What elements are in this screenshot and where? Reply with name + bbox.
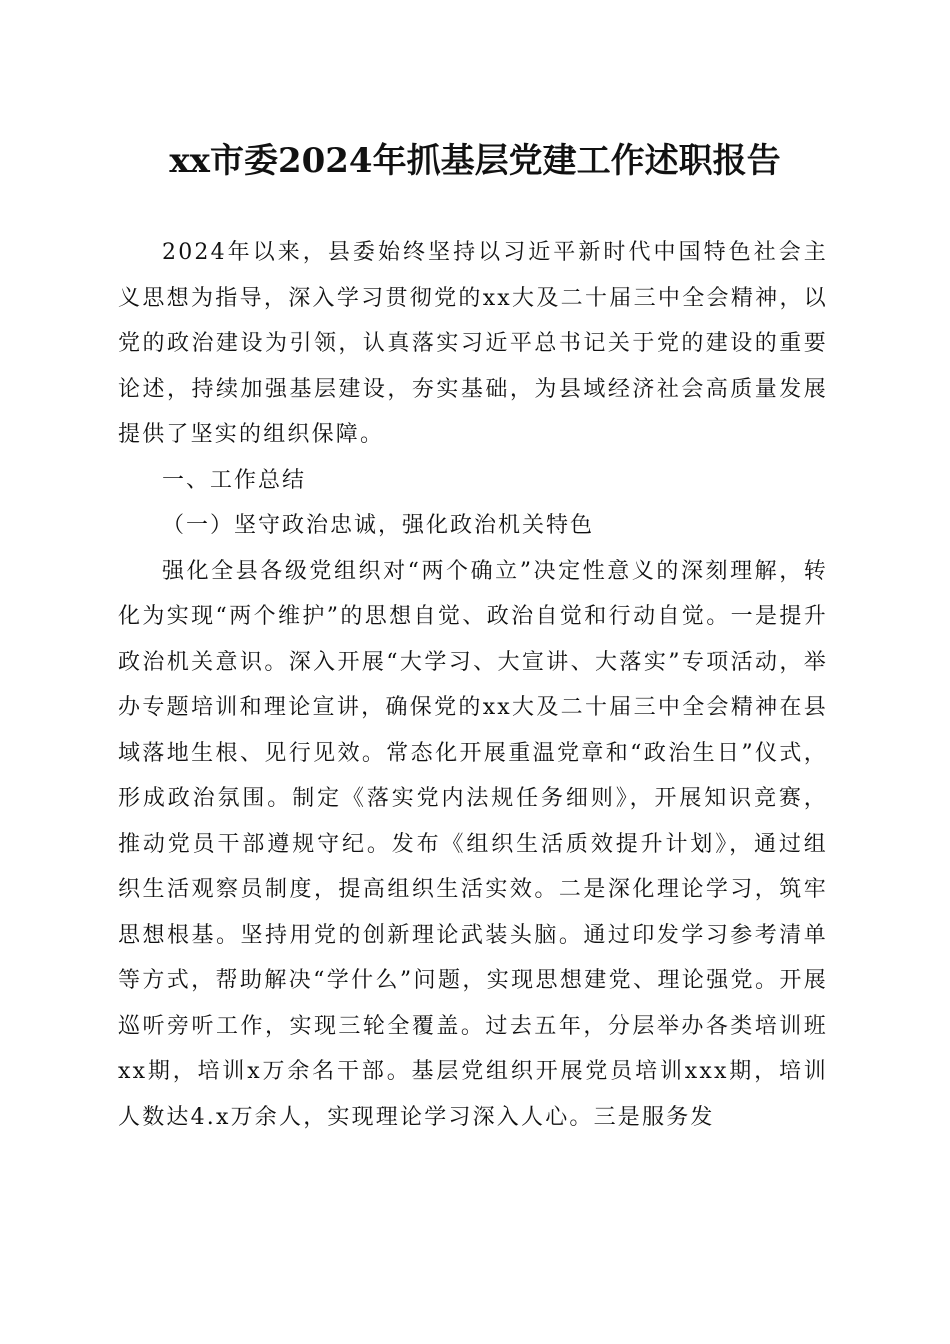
subsection-heading-political-loyalty: （一）坚守政治忠诚，强化政治机关特色	[162, 513, 595, 538]
document-body	[118, 230, 828, 1140]
intro-paragraph: 2024年以来，县委始终坚持以习近平新时代中国特色社会主义思想为指导，深入学习贯彻党的xx大及二十届三中全会精神，以党的政治建设为引领，认真落实习近平总书记关于党的建设的重要论述，持续加强基层建设，夯实基础，为县域经济社会高质量发展提供了坚实的组织保障。	[118, 240, 828, 447]
section-heading-work-summary: 一、工作总结	[162, 467, 307, 493]
document-title: xx市委2024年抓基层党建工作述职报告	[169, 141, 781, 181]
subsection-paragraph: 强化全县各级党组织对“两个确立”决定性意义的深刻理解，转化为实现“两个维护”的思想自觉、政治自觉和行动自觉。一是提升政治机关意识。深入开展“大学习、大宣讲、大落实”专项活动，举办专题培训和理论宣讲，确保党的xx大及二十届三中全会精神在县域落地生根、见行见效。常态化开展重温党章和“政治生日”仪式，形成政治氛围。制定《落实党内法规任务细则》，开展知识竞赛，推动党员干部遵规守纪。发布《组织生活质效提升计划》，通过组织生活观察员制度，提高组织生活实效。二是深化理论学习，筑牢思想根基。坚持用党的创新理论武装头脑。通过印发学习参考清单等方式，帮助解决“学什么”问题，实现思想建党、理论强党。开展巡听旁听工作，实现三轮全覆盖。过去五年，分层举办各类培训班xx期，培训x万余名干部。基层党组织开展党员培训xxx期，培训人数达4.x万余人，实现理论学习深入人心。三是服务发	[118, 558, 828, 1130]
